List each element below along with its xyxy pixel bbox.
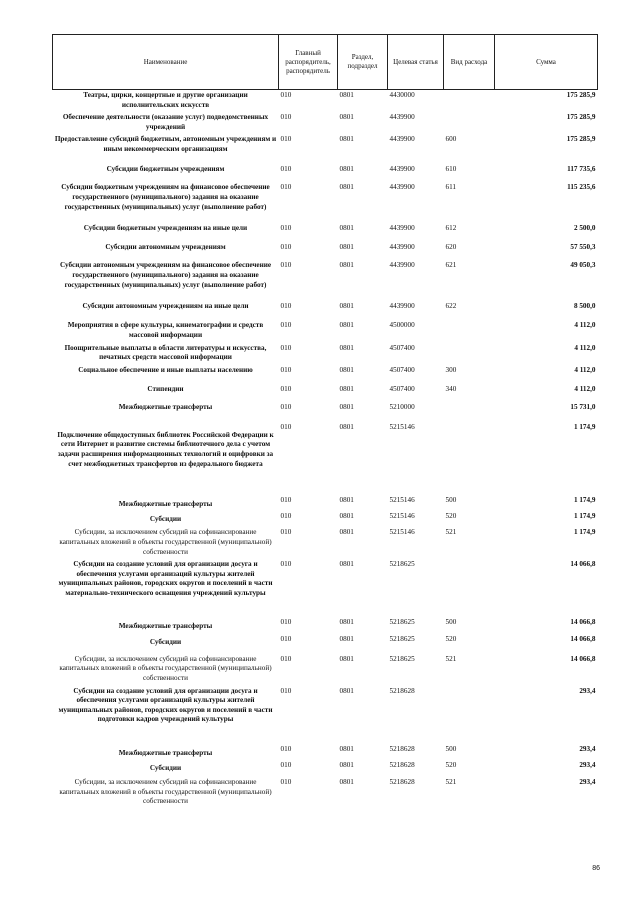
row-name: Предоставление субсидий бюджетным, автономным учреждениям и иным некоммерческим организациям [54, 135, 277, 153]
row-section-code: 0801 [339, 183, 354, 192]
row-name: Субсидии бюджетным учреждениям на иные цели [83, 224, 248, 233]
table-row [53, 301, 598, 320]
row-section-code: 0801 [339, 113, 354, 122]
row-section-code: 0801 [339, 224, 354, 233]
row-section-code: 0801 [339, 91, 354, 99]
row-sum: 4 112,0 [574, 321, 596, 330]
row-target-item-code: 5218625 [389, 618, 415, 627]
table-row [53, 634, 598, 654]
row-expense-type-code: 521 [445, 528, 457, 537]
row-name: Субсидии автономным учреждениям на иные цели [82, 302, 249, 311]
header-section: Раздел, подраздел [338, 35, 388, 90]
table-row [53, 495, 598, 512]
row-main-manager-code: 010 [280, 778, 292, 787]
row-expense-type-code: 611 [445, 183, 457, 192]
row-section-code: 0801 [339, 560, 354, 569]
row-main-manager-code: 010 [280, 618, 292, 627]
row-expense-type-code: 620 [445, 243, 457, 252]
row-section-code: 0801 [339, 778, 354, 787]
table-row [53, 511, 598, 527]
row-target-item-code: 4439900 [389, 135, 415, 144]
row-sum: 1 174,9 [573, 422, 596, 431]
row-name: Подключение общедоступных библиотек Российской Федерации к сети Интернет и развитие системы библиотечного дела с учетом задачи расширения информационных технологий и оцифровки за счет межбюджетных трансфертов из федерального бюджета [57, 430, 274, 468]
row-main-manager-code: 010 [280, 512, 292, 521]
table-row [53, 182, 598, 223]
row-main-manager-code: 010 [280, 528, 292, 537]
row-section-code: 0801 [339, 165, 354, 174]
row-name: Межбюджетные трансферты [118, 622, 213, 631]
row-sum: 293,4 [579, 744, 596, 753]
row-main-manager-code: 010 [280, 165, 292, 174]
row-sum: 14 066,8 [570, 618, 596, 627]
row-name: Субсидии [149, 515, 182, 524]
row-sum: 293,4 [579, 778, 596, 787]
row-sum: 1 174,9 [573, 495, 596, 504]
row-sum: 175 285,9 [566, 135, 596, 144]
table-header [53, 35, 598, 90]
row-expense-type-code: 600 [445, 135, 457, 144]
header-sum: Сумма [495, 35, 598, 90]
header-main-manager: Главный распорядитель, распорядитель [279, 35, 338, 90]
row-sum: 49 050,3 [570, 261, 596, 270]
row-sum: 4 112,0 [574, 365, 596, 374]
row-section-code: 0801 [339, 422, 354, 431]
row-main-manager-code: 010 [280, 634, 292, 643]
row-section-code: 0801 [339, 654, 354, 663]
row-main-manager-code: 010 [280, 91, 292, 99]
row-target-item-code: 5215146 [389, 495, 415, 504]
row-section-code: 0801 [339, 384, 354, 393]
row-section-code: 0801 [339, 761, 354, 770]
row-sum: 2 500,0 [573, 224, 596, 233]
row-section-code: 0801 [339, 261, 354, 270]
row-expense-type-code: 521 [445, 778, 457, 787]
row-section-code: 0801 [339, 495, 354, 504]
row-section-code: 0801 [339, 365, 354, 374]
row-sum: 14 066,8 [570, 560, 596, 569]
row-section-code: 0801 [339, 302, 354, 311]
row-name: Субсидии на создание условий для организации досуга и обеспечения услугами организаций культуры жителей муниципальных районов, городских округов и поселений в части подготовки кадров учреждений культуры [58, 686, 273, 724]
row-name: Субсидии, за исключением субсидий на софинансирование капитальных вложений в объекты государственной (муниципальной) собственности [59, 778, 272, 806]
row-target-item-code: 4430000 [389, 91, 415, 99]
row-main-manager-code: 010 [280, 422, 292, 431]
table-row [53, 402, 598, 422]
row-section-code: 0801 [339, 135, 354, 144]
row-target-item-code: 5218628 [389, 761, 415, 770]
row-sum: 4 112,0 [574, 343, 596, 352]
row-expense-type-code: 340 [445, 384, 457, 393]
row-name: Межбюджетные трансферты [118, 499, 213, 508]
row-sum: 175 285,9 [566, 91, 596, 99]
row-target-item-code: 5215146 [389, 422, 415, 431]
row-expense-type-code [444, 320, 495, 342]
row-target-item-code: 5218625 [389, 634, 415, 643]
table-row [53, 686, 598, 744]
table-row [53, 242, 598, 260]
row-expense-type-code: 500 [445, 618, 457, 627]
table-row [53, 320, 598, 342]
row-expense-type-code [444, 112, 495, 134]
table-row [53, 617, 598, 634]
row-main-manager-code: 010 [280, 113, 292, 122]
row-sum: 14 066,8 [570, 654, 596, 663]
row-main-manager-code: 010 [280, 686, 292, 695]
row-section-code: 0801 [339, 634, 354, 643]
table-row [53, 422, 598, 495]
row-name: Субсидии [149, 764, 182, 773]
row-expense-type-code: 622 [445, 302, 457, 311]
row-main-manager-code: 010 [280, 384, 292, 393]
row-name: Субсидии автономным учреждениям [105, 243, 226, 252]
row-sum: 8 500,0 [573, 302, 596, 311]
row-expense-type-code [444, 402, 495, 422]
row-name: Субсидии, за исключением субсидий на софинансирование капитальных вложений в объекты государственной (муниципальной) собственности [59, 528, 272, 556]
row-sum: 117 735,6 [567, 165, 596, 174]
row-target-item-code: 4507400 [389, 384, 415, 393]
row-target-item-code: 4439900 [389, 183, 415, 192]
row-sum: 293,4 [579, 686, 596, 695]
table-row [53, 343, 598, 365]
row-main-manager-code: 010 [280, 402, 292, 411]
row-target-item-code: 5218628 [389, 744, 415, 753]
row-main-manager-code: 010 [280, 321, 292, 330]
row-expense-type-code: 520 [445, 761, 457, 770]
row-target-item-code: 4439900 [389, 261, 415, 270]
row-name: Субсидии автономным учреждениям на финансовое обеспечение государственного (муниципального) задания на оказание государственных (муниципальных) услуг (выполнение работ) [59, 261, 272, 289]
row-expense-type-code: 500 [445, 495, 457, 504]
row-section-code: 0801 [339, 243, 354, 252]
row-main-manager-code: 010 [280, 744, 292, 753]
row-expense-type-code: 610 [445, 165, 457, 174]
row-section-code: 0801 [339, 343, 354, 352]
row-name: Мероприятия в сфере культуры, кинематографии и средств массовой информации [67, 321, 264, 339]
row-section-code: 0801 [339, 618, 354, 627]
table-row [53, 777, 598, 809]
table-row [53, 760, 598, 777]
row-main-manager-code: 010 [280, 495, 292, 504]
row-name: Театры, цирки, концертные и другие организации исполнительских искусств [83, 91, 248, 109]
row-name: Межбюджетные трансферты [118, 402, 213, 411]
row-main-manager-code: 010 [280, 365, 292, 374]
table-body [53, 90, 598, 809]
row-target-item-code: 4439900 [389, 243, 415, 252]
row-main-manager-code: 010 [280, 224, 292, 233]
table-row [53, 384, 598, 402]
row-main-manager-code: 010 [280, 302, 292, 311]
row-section-code: 0801 [339, 744, 354, 753]
row-sum: 57 550,3 [570, 243, 596, 252]
row-section-code: 0801 [339, 321, 354, 330]
row-main-manager-code: 010 [280, 343, 292, 352]
page-number: 86 [592, 865, 600, 872]
row-target-item-code: 4439900 [389, 224, 415, 233]
row-target-item-code: 4439900 [389, 113, 415, 122]
row-expense-type-code: 520 [445, 512, 457, 521]
table-row [53, 260, 598, 301]
row-target-item-code: 5215146 [389, 528, 415, 537]
row-section-code: 0801 [339, 512, 354, 521]
row-expense-type-code [444, 686, 495, 744]
row-sum: 1 174,9 [573, 528, 596, 537]
row-target-item-code: 4439900 [389, 165, 415, 174]
table-row [53, 654, 598, 686]
row-main-manager-code: 010 [280, 261, 292, 270]
row-target-item-code: 5215146 [389, 512, 415, 521]
row-name: Субсидии [149, 637, 182, 646]
table-row [53, 365, 598, 384]
row-section-code: 0801 [339, 686, 354, 695]
row-expense-type-code [444, 422, 495, 495]
row-name: Субсидии, за исключением субсидий на софинансирование капитальных вложений в объекты государственной (муниципальной) собственности [59, 654, 272, 682]
row-section-code: 0801 [339, 528, 354, 537]
row-sum: 15 731,0 [570, 402, 596, 411]
row-main-manager-code: 010 [280, 183, 292, 192]
row-expense-type-code: 521 [445, 654, 457, 663]
row-target-item-code: 4507400 [389, 365, 415, 374]
row-main-manager-code: 010 [280, 761, 292, 770]
header-name: Наименование [53, 35, 279, 90]
row-target-item-code: 5218625 [389, 654, 415, 663]
row-sum: 14 066,8 [570, 634, 596, 643]
table-row [53, 744, 598, 761]
row-section-code: 0801 [339, 402, 354, 411]
row-expense-type-code: 612 [445, 224, 457, 233]
row-expense-type-code: 520 [445, 634, 457, 643]
row-main-manager-code: 010 [280, 560, 292, 569]
row-sum: 4 112,0 [574, 384, 596, 393]
row-expense-type-code [444, 559, 495, 617]
row-name: Обеспечение деятельности (оказание услуг) подведомственных учреждений [62, 113, 269, 131]
row-sum: 175 285,9 [566, 113, 596, 122]
row-target-item-code: 5218628 [389, 686, 415, 695]
row-sum: 1 174,9 [573, 512, 596, 521]
row-target-item-code: 5218625 [389, 560, 415, 569]
row-main-manager-code: 010 [280, 243, 292, 252]
row-expense-type-code [444, 343, 495, 365]
table-row [53, 164, 598, 182]
row-name: Субсидии на создание условий для организации досуга и обеспечения услугами организаций культуры жителей муниципальных районов, городских округов и поселений в части материально-технического оснащения учреждений культуры [58, 560, 273, 597]
table-row [53, 134, 598, 164]
row-name: Поощрительные выплаты в области литературы и искусства, печатных средств массовой информации [64, 343, 267, 362]
row-name: Субсидии бюджетным учреждениям [106, 165, 225, 174]
row-target-item-code: 5218628 [389, 778, 415, 787]
row-main-manager-code: 010 [280, 654, 292, 663]
row-expense-type-code: 300 [445, 365, 457, 374]
row-expense-type-code: 500 [445, 744, 457, 753]
row-expense-type-code: 621 [445, 261, 457, 270]
row-main-manager-code: 010 [280, 135, 292, 144]
row-name: Субсидии бюджетным учреждениям на финансовое обеспечение государственного (муниципального) задания на оказание государственных (муниципальных) услуг (выполнение работ) [61, 183, 270, 211]
table-row [53, 527, 598, 559]
row-target-item-code: 5210000 [389, 402, 415, 411]
row-name: Межбюджетные трансферты [118, 748, 213, 757]
table-row [53, 112, 598, 134]
row-name: Стипендии [147, 384, 184, 393]
row-target-item-code: 4439900 [389, 302, 415, 311]
header-target-item: Целевая статья [388, 35, 444, 90]
row-name: Социальное обеспечение и иные выплаты населению [78, 365, 253, 374]
table-row [53, 223, 598, 242]
budget-table [52, 34, 598, 809]
header-expense-type: Вид расхода [444, 35, 495, 90]
row-expense-type-code [444, 90, 495, 113]
table-row [53, 90, 598, 113]
row-target-item-code: 4500000 [389, 321, 415, 330]
row-sum: 293,4 [579, 761, 596, 770]
row-sum: 115 235,6 [567, 183, 596, 192]
row-target-item-code: 4507400 [389, 343, 415, 352]
table-row [53, 559, 598, 617]
